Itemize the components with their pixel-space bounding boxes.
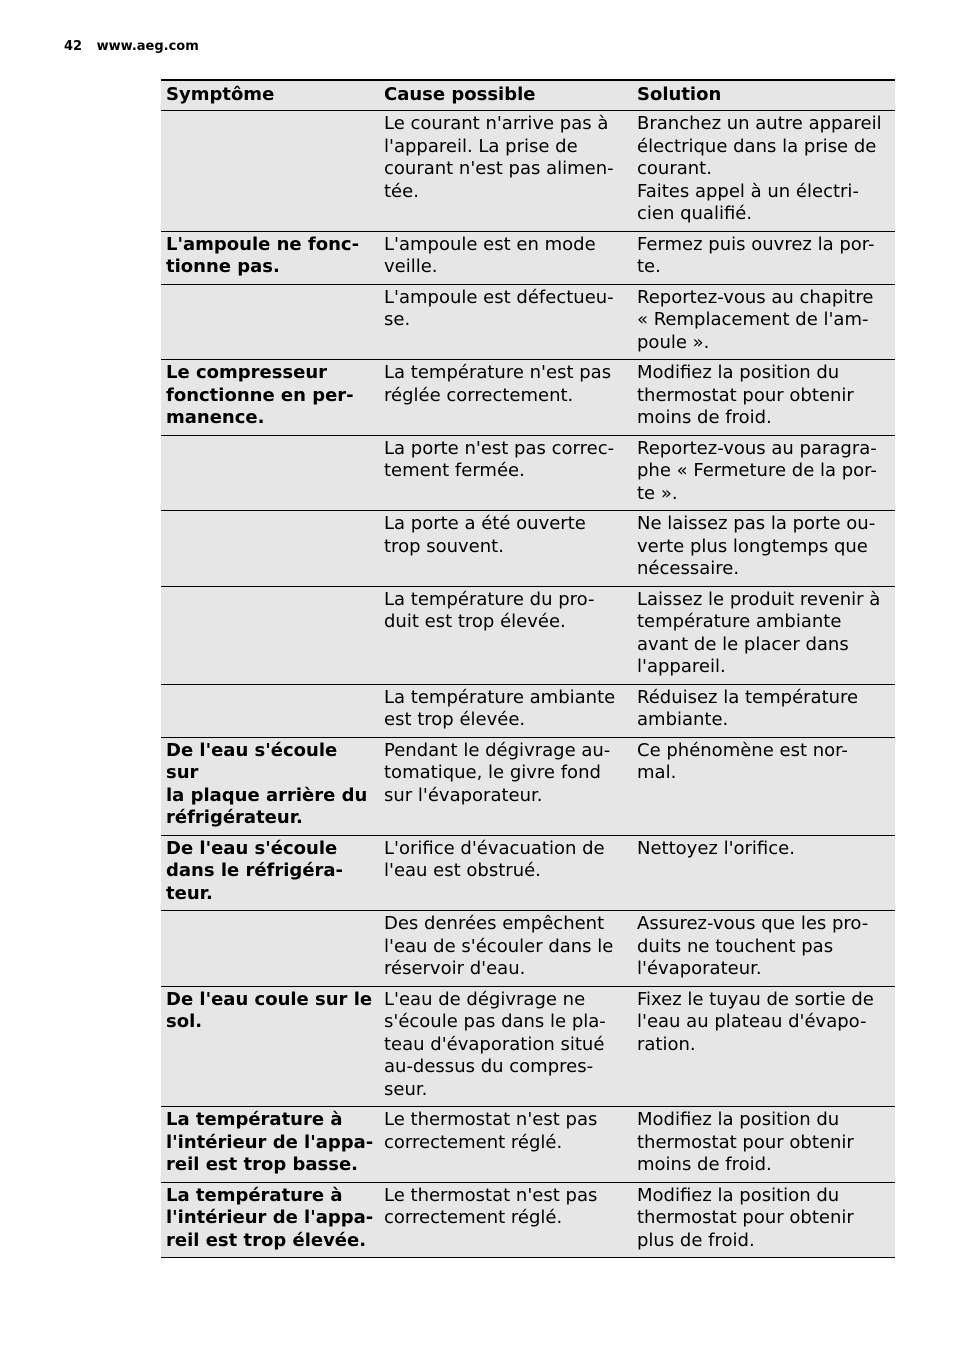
page-header bbox=[64, 39, 199, 54]
solution-cell: Modifiez la position du thermostat pour obtenir plus de froid. bbox=[632, 1182, 895, 1258]
symptom-cell: De l'eau coule sur le sol. bbox=[161, 986, 379, 1107]
symptom-cell bbox=[161, 911, 379, 987]
symptom-cell bbox=[161, 684, 379, 737]
cause-cell: La température n'est pas réglée correctement. bbox=[379, 360, 632, 436]
table-row bbox=[161, 360, 895, 436]
cause-cell: La température ambiante est trop élevée. bbox=[379, 684, 632, 737]
website-url[interactable]: www.aeg.com bbox=[96, 39, 199, 54]
solution-cell: Reportez-vous au chapitre « Remplacement de l'am- poule ». bbox=[632, 284, 895, 360]
column-header-cause: Cause possible bbox=[379, 80, 632, 111]
table-row bbox=[161, 986, 895, 1107]
table-row bbox=[161, 511, 895, 587]
solution-cell: Modifiez la position du thermostat pour obtenir moins de froid. bbox=[632, 1107, 895, 1183]
solution-cell: Laissez le produit revenir à température ambiante avant de le placer dans l'appareil. bbox=[632, 586, 895, 684]
cause-cell: Pendant le dégivrage au- tomatique, le givre fond sur l'évaporateur. bbox=[379, 737, 632, 835]
solution-cell: Nettoyez l'orifice. bbox=[632, 835, 895, 911]
symptom-cell: L'ampoule ne fonc- tionne pas. bbox=[161, 231, 379, 284]
table-row bbox=[161, 111, 895, 232]
cause-cell: Des denrées empêchent l'eau de s'écouler dans le réservoir d'eau. bbox=[379, 911, 632, 987]
table-row bbox=[161, 231, 895, 284]
troubleshooting-table bbox=[161, 79, 895, 1258]
symptom-cell: De l'eau s'écoule dans le réfrigéra- teur. bbox=[161, 835, 379, 911]
cause-cell: L'orifice d'évacuation de l'eau est obstrué. bbox=[379, 835, 632, 911]
cause-cell: Le thermostat n'est pas correctement réglé. bbox=[379, 1182, 632, 1258]
symptom-cell bbox=[161, 111, 379, 232]
solution-cell: Ne laissez pas la porte ou- verte plus longtemps que nécessaire. bbox=[632, 511, 895, 587]
cause-cell: Le courant n'arrive pas à l'appareil. La prise de courant n'est pas alimen- tée. bbox=[379, 111, 632, 232]
symptom-cell bbox=[161, 511, 379, 587]
table-row bbox=[161, 1182, 895, 1258]
solution-cell: Réduisez la température ambiante. bbox=[632, 684, 895, 737]
cause-cell: L'ampoule est défectueu- se. bbox=[379, 284, 632, 360]
table-row bbox=[161, 284, 895, 360]
cause-cell: La température du pro- duit est trop élevée. bbox=[379, 586, 632, 684]
cause-cell: L'eau de dégivrage ne s'écoule pas dans le pla- teau d'évaporation situé au-dessus du compres- seur. bbox=[379, 986, 632, 1107]
symptom-cell: Le compresseur fonctionne en per- manence. bbox=[161, 360, 379, 436]
table-row bbox=[161, 435, 895, 511]
table-row bbox=[161, 684, 895, 737]
page-number: 42 bbox=[64, 39, 83, 54]
solution-cell: Assurez-vous que les pro- duits ne touchent pas l'évaporateur. bbox=[632, 911, 895, 987]
cause-cell: L'ampoule est en mode veille. bbox=[379, 231, 632, 284]
symptom-cell bbox=[161, 586, 379, 684]
cause-cell: La porte n'est pas correc- tement fermée. bbox=[379, 435, 632, 511]
table-row bbox=[161, 1107, 895, 1183]
symptom-cell: La température à l'intérieur de l'appa- reil est trop basse. bbox=[161, 1107, 379, 1183]
solution-cell: Reportez-vous au paragra- phe « Fermeture de la por- te ». bbox=[632, 435, 895, 511]
solution-cell: Branchez un autre appareil électrique dans la prise de courant. Faites appel à un électri- cien qualifié. bbox=[632, 111, 895, 232]
table-body bbox=[161, 111, 895, 1258]
table-row bbox=[161, 737, 895, 835]
table-row bbox=[161, 586, 895, 684]
solution-cell: Ce phénomène est nor- mal. bbox=[632, 737, 895, 835]
solution-cell: Modifiez la position du thermostat pour obtenir moins de froid. bbox=[632, 360, 895, 436]
cause-cell: La porte a été ouverte trop souvent. bbox=[379, 511, 632, 587]
cause-cell: Le thermostat n'est pas correctement réglé. bbox=[379, 1107, 632, 1183]
symptom-cell bbox=[161, 435, 379, 511]
solution-cell: Fixez le tuyau de sortie de l'eau au plateau d'évapo- ration. bbox=[632, 986, 895, 1107]
table-row bbox=[161, 911, 895, 987]
symptom-cell: La température à l'intérieur de l'appa- reil est trop élevée. bbox=[161, 1182, 379, 1258]
symptom-cell bbox=[161, 284, 379, 360]
column-header-solution: Solution bbox=[632, 80, 895, 111]
column-header-symptom: Symptôme bbox=[161, 80, 379, 111]
symptom-cell: De l'eau s'écoule sur la plaque arrière du réfrigérateur. bbox=[161, 737, 379, 835]
table-row bbox=[161, 835, 895, 911]
solution-cell: Fermez puis ouvrez la por- te. bbox=[632, 231, 895, 284]
table-header-row bbox=[161, 80, 895, 111]
